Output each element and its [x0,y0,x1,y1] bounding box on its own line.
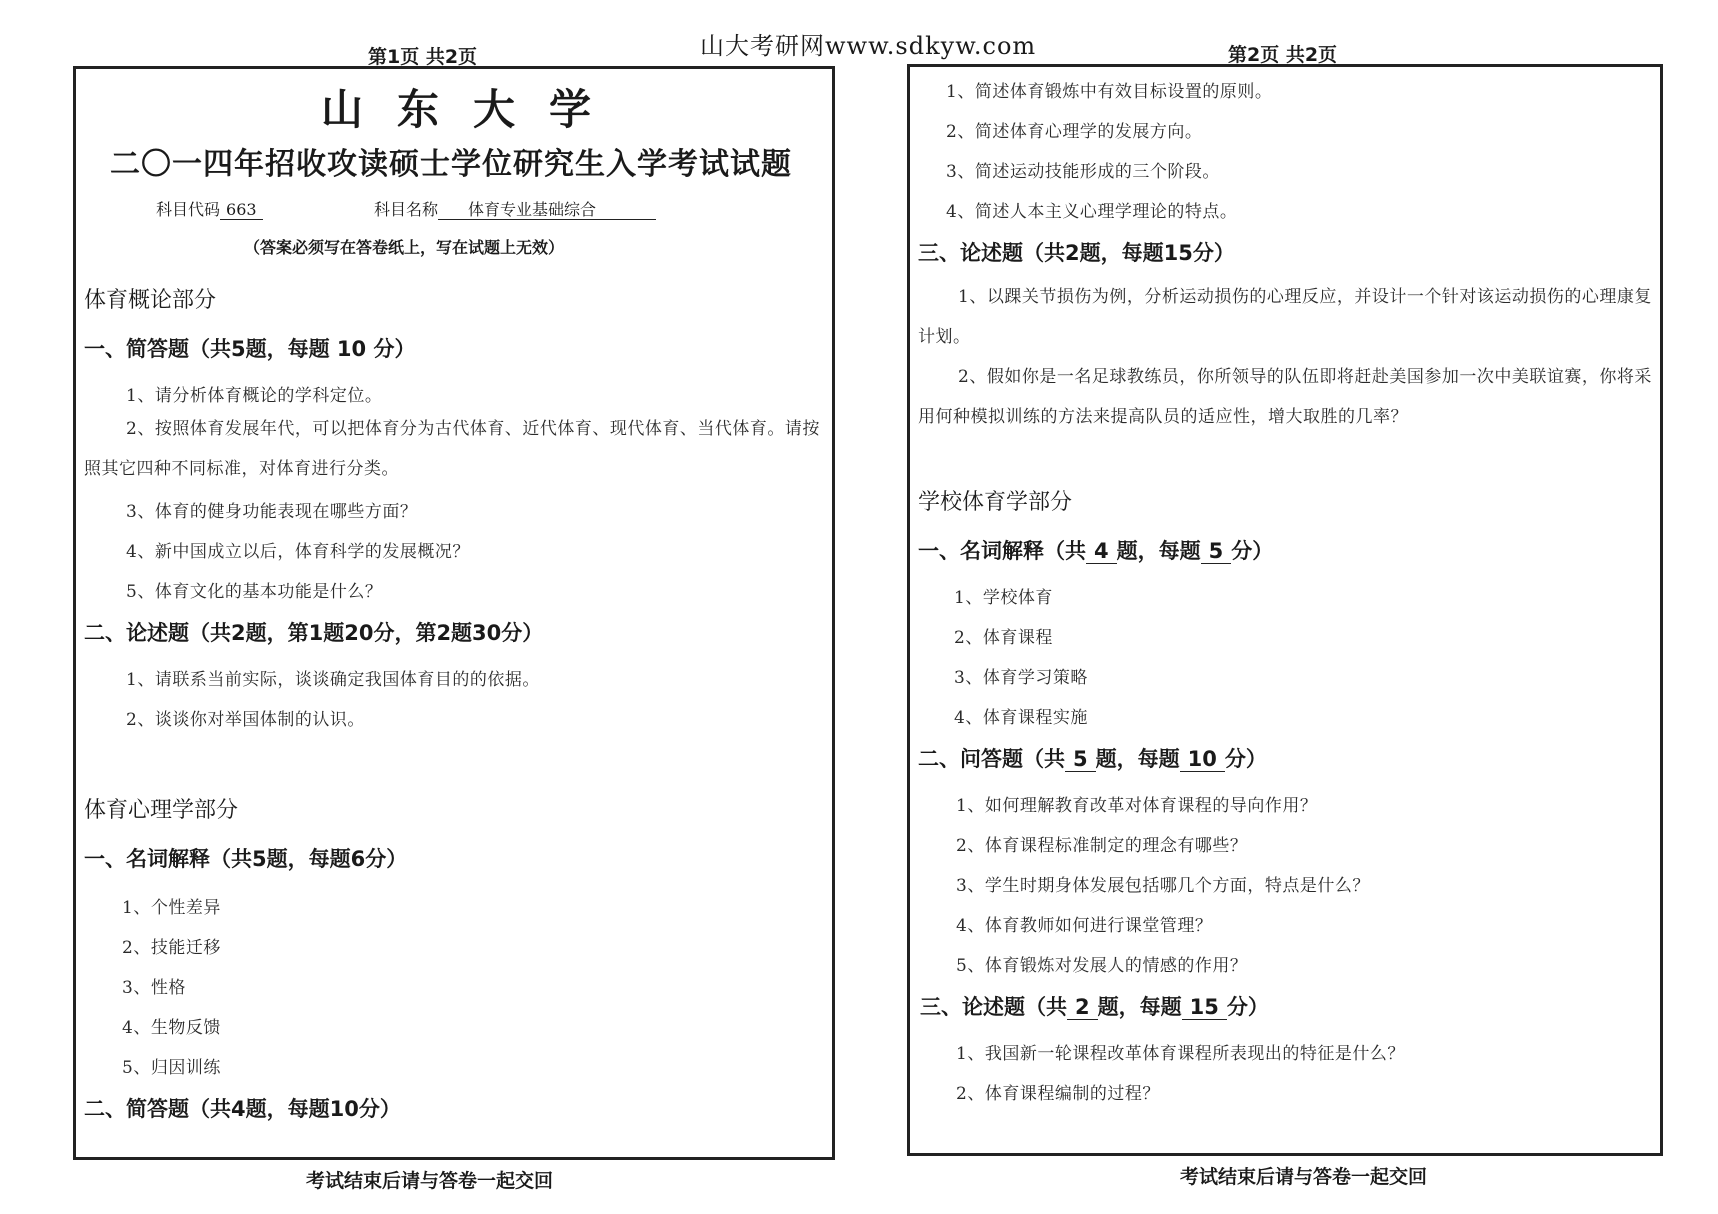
answer-notice: （答案必须写在答卷纸上，写在试题上无效） [244,238,565,257]
question-item: 3、学生时期身体发展包括哪几个方面，特点是什么？ [956,876,1370,896]
left-page-number: 第1页 共2页 [368,46,478,68]
subject-code [156,197,263,220]
question-item: 3、体育学习策略 [954,668,1088,688]
part-title-sports-psychology: 体育心理学部分 [84,798,239,823]
question-item: 2、简述体育心理学的发展方向。 [946,122,1203,142]
subject-code-label: 科目代码 [156,200,221,219]
question-item: 3、性格 [122,978,186,998]
section-heading: 一、简答题（共5题，每题 10 分） [84,337,416,361]
heading-count: 4 [1086,539,1117,564]
right-page-number: 第2页 共2页 [1228,44,1338,66]
question-item: 4、简述人本主义心理学理论的特点。 [946,202,1238,222]
question-item: 2、按照体育发展年代，可以把体育分为古代体育、近代体育、现代体育、当代体育。请按照其它四种不同标准，对体育进行分类。 [84,419,820,479]
subject-name-value: 体育专业基础综合 [438,200,656,220]
heading-text: 分） [1231,539,1274,563]
left-footer-note: 考试结束后请与答卷一起交回 [306,1170,554,1192]
part-title-sports-intro: 体育概论部分 [84,288,217,313]
section-heading: 二、论述题（共2题，第1题20分，第2题30分） [84,621,544,645]
heading-points: 10 [1180,747,1225,772]
heading-count: 2 [1067,995,1098,1020]
heading-points: 5 [1201,539,1232,564]
section-heading: 三、论述题（共2题，每题15分） [918,241,1235,265]
question-item: 4、新中国成立以后，体育科学的发展概况？ [126,542,470,562]
exam-title: 二〇一四年招收攻读硕士学位研究生入学考试试题 [110,147,792,182]
subject-code-value: 663 [220,200,263,220]
section-heading [918,535,1273,565]
subject-name-label: 科目名称 [374,200,439,219]
section-heading: 二、简答题（共4题，每题10分） [84,1097,401,1121]
part-title-school-pe: 学校体育学部分 [918,490,1073,515]
subject-name [374,197,656,220]
heading-text: 一、名词解释（共 [918,539,1086,563]
question-item: 1、请联系当前实际，谈谈确定我国体育目的的依据。 [126,670,540,690]
heading-text: 题，每题 [1097,995,1182,1019]
section-heading [918,743,1267,773]
right-footer-note: 考试结束后请与答卷一起交回 [1180,1166,1428,1188]
heading-text: 分） [1226,995,1269,1019]
question-item: 2、体育课程编制的过程？ [956,1084,1160,1104]
question-item: 5、体育锻炼对发展人的情感的作用？ [956,956,1248,976]
question-item: 4、体育课程实施 [954,708,1088,728]
heading-text: 三、论述题（共 [920,995,1067,1019]
question-item: 2、假如你是一名足球教练员，你所领导的队伍即将赶赴美国参加一次中美联谊赛，你将采用何种模拟训练的方法来提高队员的适应性，增大取胜的几率？ [918,367,1652,427]
question-item: 1、以踝关节损伤为例，分析运动损伤的心理反应，并设计一个针对该运动损伤的心理康复计划。 [918,287,1652,347]
question-item: 1、请分析体育概论的学科定位。 [126,386,383,406]
question-item: 2、体育课程 [954,628,1053,648]
question-item: 5、归因训练 [122,1058,221,1078]
school-title: 山东大学 [320,85,625,134]
right-page-frame [907,64,1663,1156]
question-item: 1、简述体育锻炼中有效目标设置的原则。 [946,82,1273,102]
question-item: 2、谈谈你对举国体制的认识。 [126,710,365,730]
site-watermark-header: 山大考研网www.sdkyw.com [700,32,1037,60]
question-item: 3、简述运动技能形成的三个阶段。 [946,162,1220,182]
heading-points: 15 [1182,995,1227,1020]
question-item: 4、生物反馈 [122,1018,221,1038]
question-item: 1、如何理解教育改革对体育课程的导向作用？ [956,796,1318,816]
section-heading [920,991,1269,1021]
question-item: 1、学校体育 [954,588,1053,608]
heading-text: 题，每题 [1095,747,1180,771]
heading-text: 题，每题 [1116,539,1201,563]
question-item: 4、体育教师如何进行课堂管理？ [956,916,1213,936]
heading-count: 5 [1065,747,1096,772]
left-page-frame [73,66,835,1160]
question-item: 1、我国新一轮课程改革体育课程所表现出的特征是什么？ [956,1044,1405,1064]
heading-text: 二、问答题（共 [918,747,1065,771]
question-item: 3、体育的健身功能表现在哪些方面？ [126,502,418,522]
section-heading: 一、名词解释（共5题，每题6分） [84,847,408,871]
question-item: 2、体育课程标准制定的理念有哪些？ [956,836,1248,856]
heading-text: 分） [1224,747,1267,771]
question-item: 1、个性差异 [122,898,221,918]
question-item: 2、技能迁移 [122,938,221,958]
question-item: 5、体育文化的基本功能是什么？ [126,582,383,602]
